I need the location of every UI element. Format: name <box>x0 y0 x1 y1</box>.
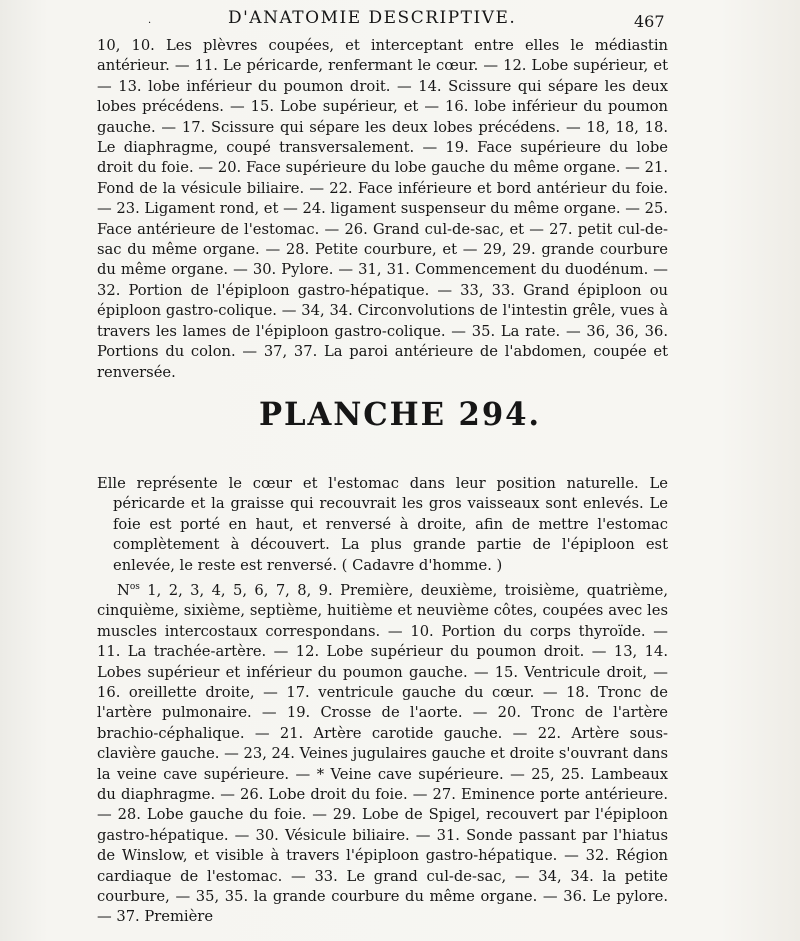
legend-text: 1, 2, 3, 4, 5, 6, 7, 8, 9. Première, deuxième, troisième, quatrième, cinquième, sixième, septième, huitième et neuvième côtes, coupées avec les muscles intercostaux correspondans. — 10. Portion du corps thyroïde. — 11. La trachée-artère. — 12. Lobe supérieur du poumon droit. — 13, 14. Lobes supérieur et inférieur du poumon gauche. — 15. Ventricule droit, — 16. oreillette droite, — 17. ventricule gauche du cœur. — 18. Tronc de l'artère pulmonaire. — 19. Crosse de l'aorte. — 20. Tronc de l'artère brachio-céphalique. — 21. Artère carotide gauche. — 22. Artère sous-clavière gauche. — 23, 24. Veines jugulaires gauche et droite s'ouvrant dans la veine cave supérieure. — * Veine cave supérieure. — 25, 25. Lambeaux du diaphragme. — 26. Lobe droit du foie. — 27. Eminence porte antérieure. — 28. Lobe gauche du foie. — 29. Lobe de Spigel, recouvert par l'épiploon gastro-hépatique. — 30. Vésicule biliaire. — 31. Sonde passant par l'hiatus de Winslow, et visible à travers l'épiploon gastro-hépatique. — 32. Région cardiaque de l'estomac. — 33. Le grand cul-de-sac, — 34, 34. la petite courbure, — 35, 35. la grande courbure du même organe. — 36. Le pylore. — 37. Première <box>97 581 668 926</box>
legend-prefix: N <box>117 581 130 599</box>
plate-legend <box>97 577 668 928</box>
page-header <box>0 4 800 34</box>
page-number: 467 <box>634 12 665 31</box>
legend-prefix-superscript: os <box>129 582 140 592</box>
plate-intro <box>97 474 668 576</box>
plate-legend-paragraph <box>97 577 668 928</box>
running-title: D'ANATOMIE DESCRIPTIVE. <box>228 8 517 28</box>
printer-dot: · <box>148 18 152 29</box>
continuation-text: 10, 10. Les plèvres coupées, et interceptant entre elles le médiastin antérieur. — 11. Le péricarde, renfermant le cœur. — 12. Lobe supérieur, et — 13. lobe inférieur du poumon droit. — 14. Scissure qui sépare les deux lobes précédens. — 15. Lobe supérieur, et — 16. lobe inférieur du poumon gauche. — 17. Scissure qui sépare les deux lobes précédens. — 18, 18, 18. Le diaphragme, coupé transversalement. — 19. Face supérieure du lobe droit du foie. — 20. Face supérieure du lobe gauche du même organe. — 21. Fond de la vésicule biliaire. — 22. Face inférieure et bord antérieur du foie. — 23. Ligament rond, et — 24. ligament suspenseur du même organe. — 25. Face antérieure de l'estomac. — 26. Grand cul-de-sac, et — 27. petit cul-de-sac du même organe. — 28. Petite courbure, et — 29, 29. grande courbure du même organe. — 30. Pylore. — 31, 31. Commencement du duodénum. — 32. Portion de l'épiploon gastro-hépatique. — 33, 33. Grand épiploon ou épiploon gastro-colique. — 34, 34. Circonvolutions de l'intestin grêle, vues à travers les lames de l'épiploon gastro-colique. — 35. La rate. — 36, 36, 36. Portions du colon. — 37, 37. La paroi antérieure de l'abdomen, coupée et renversée. <box>97 37 668 381</box>
continuation-paragraph <box>97 36 668 383</box>
plate-intro-text: Elle représente le cœur et l'estomac dans leur position naturelle. Le péricarde et la graisse qui recouvrait les gros vaisseaux sont enlevés. Le foie est porté en haut, et renversé à droite, afin de mettre l'estomac complètement à découvert. La plus grande partie de l'épiploon est enlevée, le reste est renversé. ( Cadavre d'homme. ) <box>97 475 668 574</box>
plate-title: PLANCHE 294. <box>258 395 542 433</box>
